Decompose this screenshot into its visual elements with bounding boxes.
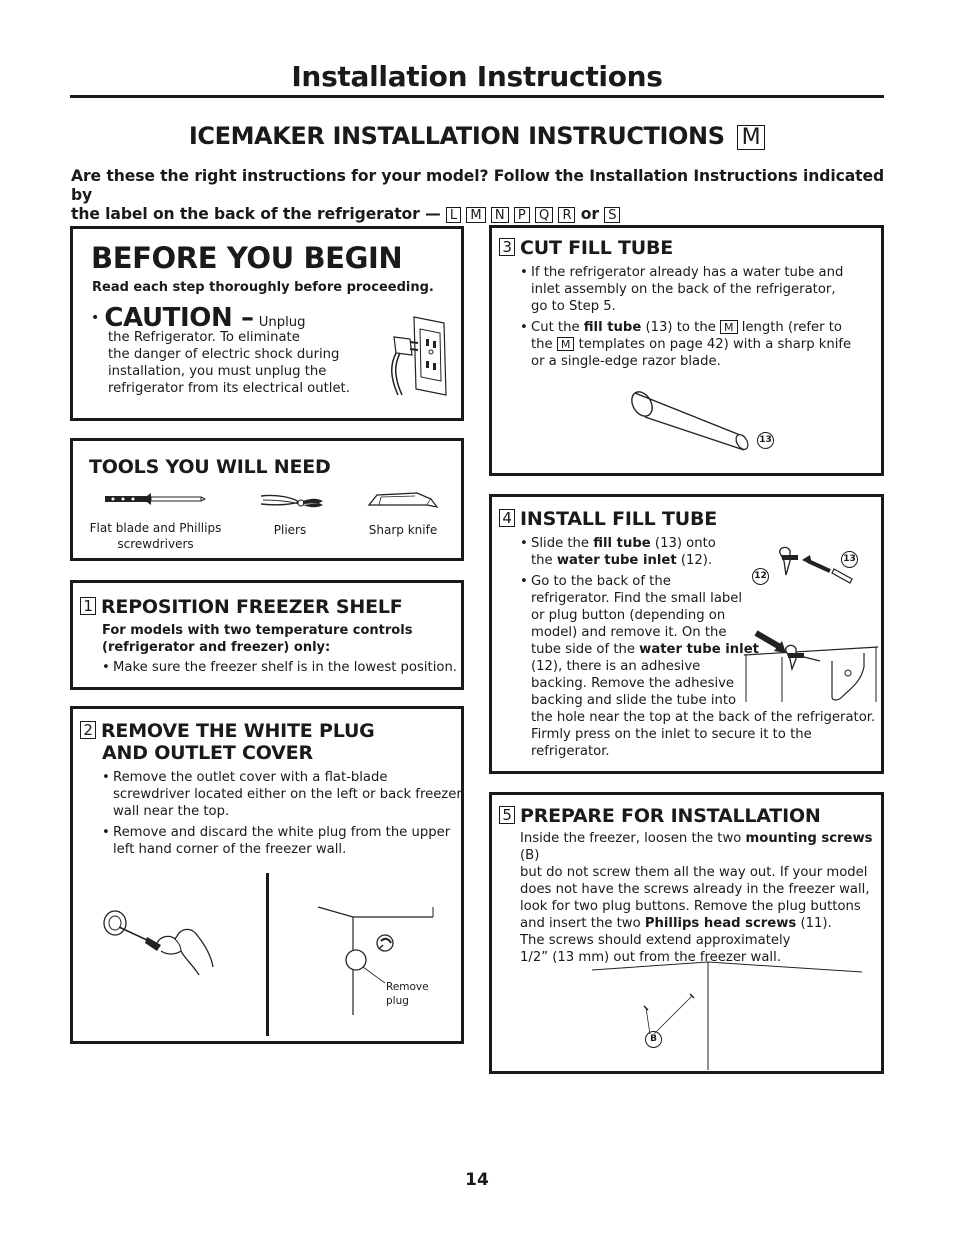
before-you-begin-title: BEFORE YOU BEGIN	[91, 241, 403, 275]
step-4-text: refrigerator.	[531, 744, 610, 759]
step-3-bullet-line: • If the refrigerator already has a water tube and	[531, 265, 844, 280]
step-4-title-text: INSTALL FILL TUBE	[520, 508, 717, 530]
step-1-title	[80, 596, 403, 618]
refrigerator-back-inlet-illustration	[742, 627, 882, 702]
step-3-bullet-line: go to Step 5.	[531, 299, 616, 314]
step-3-text: (13) to the	[645, 320, 716, 335]
step-2-title-line: AND OUTLET COVER	[102, 742, 313, 764]
step-4-box	[489, 494, 884, 774]
step-3-title	[499, 237, 673, 259]
read-thoroughly-note: Read each step thoroughly before proceeding.	[92, 280, 434, 295]
step-4-text: backing. Remove the adhesive	[531, 676, 735, 691]
callout-13: 13	[757, 432, 774, 449]
step-2-bullet-line: screwdriver located either on the left or back freezer	[113, 787, 462, 802]
intro-line-2-text: the label on the back of the refrigerator —	[71, 205, 441, 223]
label-P: P	[514, 207, 530, 223]
step-2-box	[70, 706, 464, 1044]
caution-line: the Refrigerator. To eliminate	[108, 330, 300, 345]
section-heading	[0, 122, 954, 150]
step-5-body	[520, 830, 882, 966]
step-4-text: (13) onto	[654, 536, 716, 551]
illustration-divider	[266, 873, 269, 1036]
step-4-text: refrigerator. Find the small label	[531, 591, 743, 606]
mounting-screws-term: mounting screws	[745, 831, 873, 846]
model-badge-inline: M	[720, 320, 738, 334]
step-5-text: The screws should extend approximately	[520, 933, 791, 948]
caution-first: Unplug	[258, 315, 306, 330]
intro-text	[71, 167, 891, 224]
step-4-text: the	[531, 553, 553, 568]
page-number: 14	[465, 1170, 489, 1190]
caution-block: • CAUTION – Unplug the Refrigerator. To eliminate the danger of electric shock during installation, you must unplug the refrigerator from its electrical outlet.	[91, 303, 350, 396]
step-4-number: 4	[499, 509, 515, 527]
callout-B: B	[645, 1031, 662, 1048]
step-3-bullet-2	[520, 319, 880, 370]
water-tube-inlet-term: water tube inlet	[639, 642, 759, 657]
step-5-title-text: PREPARE FOR INSTALLATION	[520, 805, 821, 827]
pliers-icon	[259, 492, 325, 514]
step-4-text: or plug button (depending on	[531, 608, 726, 623]
step-2-bullet-1	[102, 769, 462, 820]
step-4-text: model) and remove it. On the	[531, 625, 727, 640]
caution-word: CAUTION –	[104, 303, 254, 333]
screwdriver-remove-cover-illustration	[101, 905, 231, 995]
step-1-bullet: • Make sure the freezer shelf is in the lowest position.	[102, 659, 462, 676]
step-3-bullet-line: inlet assembly on the back of the refrigerator,	[531, 282, 836, 297]
step-4-text: (12), there is an adhesive	[531, 659, 701, 674]
intro-or: or	[580, 205, 599, 223]
step-2-bullet-line: • Remove and discard the white plug from the upper	[113, 825, 451, 840]
remove-plug-label-line: plug	[386, 995, 409, 1007]
model-badge: M	[737, 125, 766, 150]
screwdriver-label	[83, 520, 228, 552]
step-3-bullets	[520, 264, 880, 370]
water-tube-inlet-term: water tube inlet	[556, 553, 677, 568]
step-5-box	[489, 792, 884, 1074]
label-L: L	[446, 207, 461, 223]
step-1-number: 1	[80, 597, 96, 615]
page-header-title: Installation Instructions	[291, 60, 663, 93]
step-4-title	[499, 508, 717, 530]
step-3-text: or a single-edge razor blade.	[531, 354, 721, 369]
model-badge-inline: M	[557, 337, 575, 351]
label-Q: Q	[535, 207, 553, 223]
step-3-text: length (refer to	[741, 320, 842, 335]
step-3-text: templates on page 42) with a sharp knife	[578, 337, 852, 352]
callout-13-inlet: 13	[841, 551, 858, 568]
step-4-text: backing and slide the tube into	[531, 693, 737, 708]
wall-outlet-plug-illustration	[386, 315, 451, 400]
step-5-text: Inside the freezer, loosen the two	[520, 831, 742, 846]
step-1-title-text: REPOSITION FREEZER SHELF	[101, 596, 403, 618]
step-4-text: Slide the	[531, 536, 590, 551]
fill-tube-illustration	[630, 390, 750, 450]
step-3-text: the	[531, 337, 553, 352]
step-1-note-line: (refrigerator and freezer) only:	[102, 640, 331, 655]
step-3-text: Cut the	[531, 320, 580, 335]
label-M: M	[466, 207, 485, 223]
step-2-bullet-line: left hand corner of the freezer wall.	[113, 842, 347, 857]
step-1-note	[102, 622, 412, 656]
remove-plug-label-line: Remove	[386, 981, 429, 993]
step-5-text: 1/2” (13 mm) out from the freezer wall.	[520, 950, 781, 965]
label-N: N	[491, 207, 509, 223]
step-1-bullets	[102, 659, 462, 676]
step-1-note-line: For models with two temperature controls	[102, 623, 413, 638]
fill-tube-term: fill tube	[593, 536, 651, 551]
step-2-title-line: REMOVE THE WHITE PLUG	[101, 720, 375, 742]
step-2-bullet-2	[102, 824, 462, 858]
step-5-text: (11).	[800, 916, 832, 931]
knife-label: Sharp knife	[368, 523, 438, 537]
step-3-title-text: CUT FILL TUBE	[520, 237, 674, 259]
tools-box	[70, 438, 464, 561]
step-5-text: does not have the screws already in the freezer wall,	[520, 882, 870, 897]
step-5-number: 5	[499, 806, 515, 824]
step-5-text: and insert the two	[520, 916, 641, 931]
remove-plug-label	[386, 980, 429, 1008]
step-3-box	[489, 225, 884, 476]
step-1-box	[70, 580, 464, 690]
step-2-bullets	[102, 769, 462, 858]
step-5-text: (B)	[520, 848, 540, 863]
step-2-bullet-line: wall near the top.	[113, 804, 230, 819]
screwdriver-icon	[103, 492, 205, 506]
screwdriver-label-line: Flat blade and Phillips	[89, 521, 222, 535]
label-S: S	[604, 207, 620, 223]
label-R: R	[558, 207, 575, 223]
callout-12: 12	[752, 568, 769, 585]
screwdriver-label-line: screwdrivers	[117, 537, 194, 551]
caution-line: the danger of electric shock during	[108, 347, 340, 362]
utility-knife-icon	[367, 491, 439, 511]
tools-title: TOOLS YOU WILL NEED	[89, 456, 331, 478]
freezer-mounting-screws-illustration	[592, 960, 872, 1070]
fill-tube-term: fill tube	[583, 320, 642, 335]
step-5-text: look for two plug buttons. Remove the plug buttons	[520, 899, 861, 914]
step-4-text: • Go to the back of the	[531, 574, 671, 589]
step-5-title	[499, 805, 821, 827]
step-4-text: tube side of the	[531, 642, 635, 657]
step-2-bullet-line: • Remove the outlet cover with a flat-blade	[113, 770, 388, 785]
step-3-bullet-1	[520, 264, 880, 315]
header-rule	[70, 95, 884, 98]
phillips-screws-term: Phillips head screws	[644, 916, 797, 931]
before-you-begin-box	[70, 226, 464, 421]
step-4-text: Firmly press on the inlet to secure it to the	[531, 727, 812, 742]
step-4-text: the hole near the top at the back of the refrigerator.	[531, 710, 876, 725]
intro-line-2	[71, 205, 891, 224]
step-2-title	[80, 720, 375, 764]
step-4-text: (12).	[680, 553, 713, 568]
caution-line: installation, you must unplug the	[108, 364, 327, 379]
step-3-number: 3	[499, 238, 515, 256]
section-heading-text: ICEMAKER INSTALLATION INSTRUCTIONS	[188, 122, 725, 150]
pliers-label: Pliers	[273, 523, 307, 537]
intro-line-1: Are these the right instructions for your model? Follow the Installation Instructions indicated by	[71, 167, 885, 204]
caution-line: refrigerator from its electrical outlet.	[108, 381, 350, 396]
step-5-text: but do not screw them all the way out. If your model	[520, 865, 868, 880]
step-2-number: 2	[80, 721, 96, 739]
